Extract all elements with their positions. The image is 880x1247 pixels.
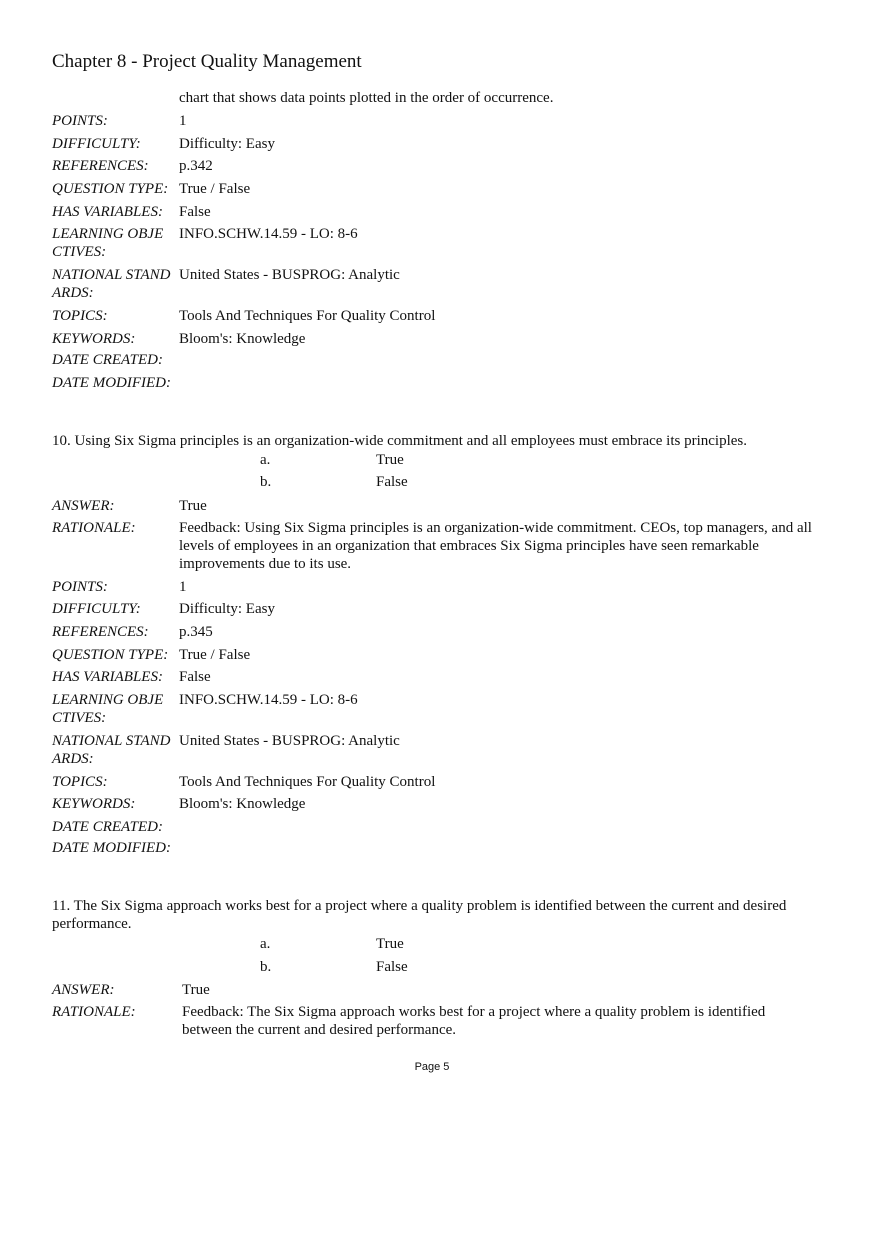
q10-option-b-text: False [376, 474, 408, 490]
q10-option-a-text: True [376, 452, 404, 468]
page-number: Page 5 [414, 1061, 450, 1073]
q11-option-a-letter: a. [260, 936, 271, 952]
q10-option-b-letter: b. [260, 474, 272, 490]
q10-option-a-letter: a. [260, 452, 271, 468]
q10-question-text: 10. Using Six Sigma principles is an organization-wide commitment and all employees must embrace its principles. [52, 433, 748, 449]
q11-option-a-text: True [376, 936, 404, 952]
document-page: Chapter 8 - Project Quality Management chart that shows data points plotted in the order of occurrence. POINTS: 1 DIFFICULTY: Difficulty: Easy REFERENCES: p.342 QUESTION TYPE: True / False HAS VARIABLES: False LEARNING OBJE CTIVES: INFO.SCHW.14.59 - LO: 8-6 NATIONAL STAND ARDS: United States - BUSPROG: Analytic TOPICS: Tools And Techniques For Quality Control KEYWORDS: Bloom's: Knowledge DATE CREATED: DATE MODIFIED: 10. Using Six Sigma principles is an organization-wide commitment and all employees must embrace its principles. a. True b. False ANSWER: True RATIONALE: Feedback: Using Six Sigma principles is an organization-wide commitment. CEOs, top managers, and all levels of employees in an organization that embraces Six Sigma principles have seen remarkable improvements due to its use. POINTS: 1 DIFFICULTY: Difficulty: Easy REFERENCES: p.345 QUESTION TYPE: True / False HAS VARIABLES: False LEARNING OBJE CTIVES: INFO.SCHW.14.59 - LO: 8-6 NATIONAL STAND ARDS: United States - BUSPROG: Analytic TOPICS: Tools And Techniques For Quality Control KEYWORDS: Bloom's: Knowledge DATE CREATED: DATE MODIFIED: 11. The Six Sigma approach works best for a project where a quality problem is identified between the current and desired performance. a. True b. False ANSWER: True RATIONALE: Feedback: The Six Sigma approach works best for a project where a quality problem is identified between the current and desired performance. Page 5 [0, 0, 880, 1247]
page-title: Chapter 8 - Project Quality Management [52, 51, 362, 72]
q11-option-b-text: False [376, 959, 408, 975]
q11-question-text: 11. The Six Sigma approach works best for a project where a quality problem is identified between the current and desired performance. [52, 898, 787, 932]
q11-option-b-letter: b. [260, 959, 272, 975]
